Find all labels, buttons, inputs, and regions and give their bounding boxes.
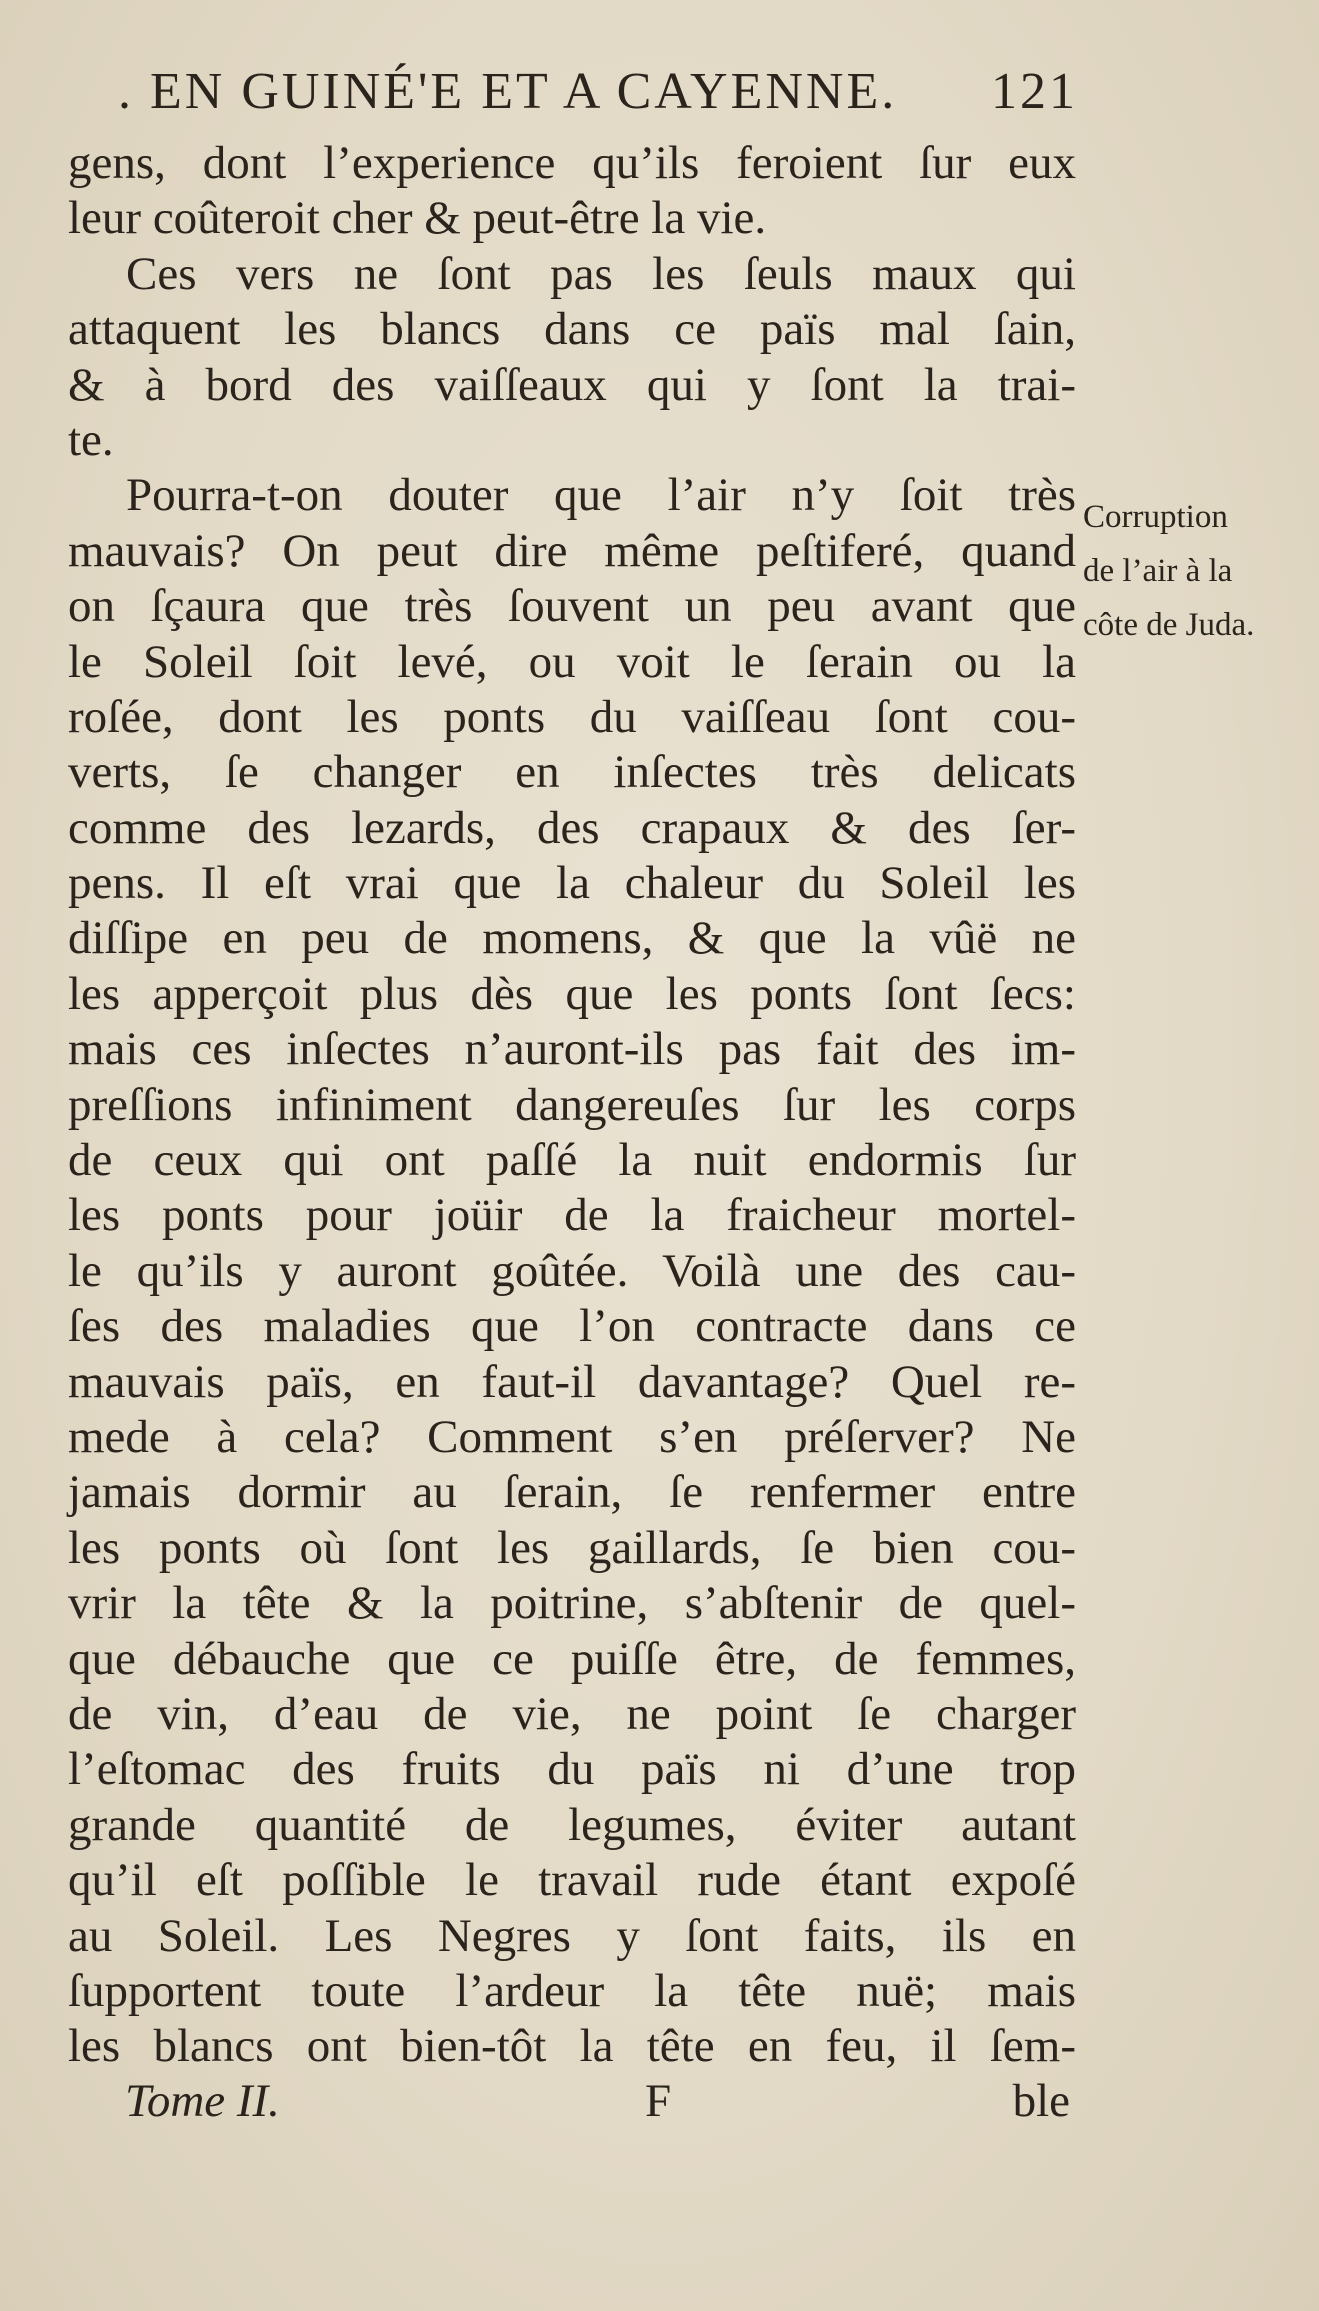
text-line: les apperçoit plus dès que les ponts ſont ſecs: [68,967,1076,1020]
text-line: ſes des maladies que l’on contracte dans ce [68,1300,1076,1353]
text-line: les ponts où ſont les gaillards, ſe bien cou- [68,1521,1076,1574]
margin-note-line: de l’air à la [1083,553,1233,589]
text-line: au Soleil. Les Negres y ſont faits, ils en [68,1909,1076,1962]
text-line: Ces vers ne ſont pas les ſeuls maux qui [126,247,1076,300]
text-line: Pourra-t-on douter que l’air n’y ſoit très [126,469,1076,522]
page-number: 121 [991,63,1078,120]
running-title: . EN GUINÉ'E ET A CAYENNE. [118,63,898,120]
text-line: l’eſtomac des fruits du païs ni d’une trop [68,1743,1076,1796]
text-line: preſſions infiniment dangereuſes ſur les corps [68,1078,1076,1131]
text-line: de vin, d’eau de vie, ne point ſe charger [68,1687,1076,1740]
text-line: on ſçaura que très ſouvent un peu avant que [68,580,1076,633]
text-line: que débauche que ce puiſſe être, de femmes, [68,1632,1076,1685]
text-line: de ceux qui ont paſſé la nuit endormis ſur [68,1134,1076,1187]
catchword: ble [1012,2075,1070,2127]
text-line: les blancs ont bien-tôt la tête en feu, il ſem- [68,2020,1076,2073]
text-line: jamais dormir au ſerain, ſe renfermer entre [68,1466,1076,1519]
text-line: les ponts pour joüir de la fraicheur mortel- [68,1189,1076,1242]
text-line: le qu’ils y auront goûtée. Voilà une des cau- [68,1244,1076,1297]
margin-note-line: côte de Juda. [1083,607,1255,643]
text-line: attaquent les blancs dans ce païs mal ſain, [68,303,1076,356]
text-line: qu’il eſt poſſible le travail rude étant expoſé [68,1854,1076,1907]
text-line: leur coûteroit cher & peut-être la vie. [68,192,767,245]
text-line: vrir la tête & la poitrine, s’abſtenir de quel- [68,1577,1076,1630]
running-header [118,62,1078,132]
text-line: ſupportent toute l’ardeur la tête nuë; mais [68,1964,1076,2017]
text-line: verts, ſe changer en inſectes très delicats [68,746,1076,799]
text-line: te. [68,413,114,466]
margin-note-line: Corruption [1083,499,1228,535]
text-line: comme des lezards, des crapaux & des ſer- [68,801,1076,854]
volume-label: Tome II. [125,2075,280,2127]
text-line: le Soleil ſoit levé, ou voit le ſerain ou la [68,635,1076,688]
text-line: mede à cela? Comment s’en préſerver? Ne [68,1410,1076,1463]
body-text [68,136,1076,2075]
text-line: pens. Il eſt vrai que la chaleur du Soleil les [68,857,1076,910]
text-line: & à bord des vaiſſeaux qui y ſont la trai- [68,358,1076,411]
margin-note [1083,490,1313,652]
text-line: mais ces inſectes n’auront-ils pas fait des im- [68,1023,1076,1076]
text-line: diſſipe en peu de momens, & que la vûë ne [68,912,1076,965]
text-line: grande quantité de legumes, éviter autant [68,1798,1076,1851]
text-line: gens, dont l’experience qu’ils feroient ſur eux [68,137,1076,189]
text-line: mauvais païs, en faut-il davantage? Quel re- [68,1355,1076,1408]
text-line: roſée, dont les ponts du vaiſſeau ſont cou- [68,690,1076,743]
page-footer [125,2074,1070,2134]
signature-mark: F [645,2075,672,2127]
text-line: mauvais? On peut dire même peſtiferé, quand [68,524,1076,577]
